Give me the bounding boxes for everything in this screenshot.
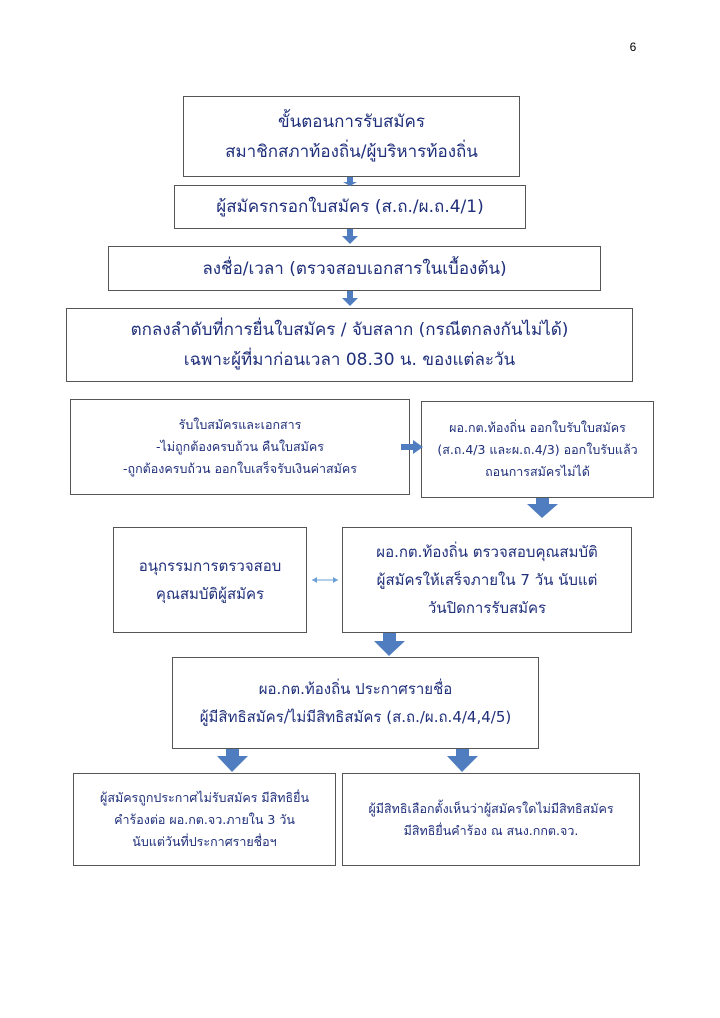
page-number: 6 [629, 40, 637, 54]
receive-line1: รับใบสมัครและเอกสาร [178, 417, 302, 432]
receive-line3: -ถูกต้องครบถ้วน ออกใบเสร็จรับเงินค่าสมัคร [123, 461, 357, 476]
issue-receipt-line2: (ส.ถ.4/3 และผ.ถ.4/3) ออกใบรับแล้ว [437, 441, 638, 457]
issue-receipt-line1: ผอ.กต.ท้องถิ่น ออกใบรับใบสมัคร [449, 419, 626, 435]
header-line1: ขั้นตอนการรับสมัคร [277, 111, 426, 132]
arrow-announce-to-applicant [217, 749, 248, 772]
verify-line1: ผอ.กต.ท้องถิ่น ตรวจสอบคุณสมบัติ [376, 543, 598, 561]
appeal-applicant-line2: คำร้องต่อ ผอ.กต.จว.ภายใน 3 วัน [114, 811, 295, 827]
arrow-form-to-sign [342, 229, 358, 244]
arrow-committee-verify [312, 577, 338, 583]
arrow-verify-to-announce [374, 633, 405, 656]
verify-line2: ผู้สมัครให้เสร็จภายใน 7 วัน นับแต่ [376, 571, 598, 589]
header-line2: สมาชิกสภาท้องถิ่น/ผู้บริหารท้องถิ่น [225, 141, 478, 162]
committee-line1: อนุกรรมการตรวจสอบ [138, 557, 282, 575]
announce-line1: ผอ.กต.ท้องถิ่น ประกาศรายชื่อ [258, 680, 453, 698]
sign-time-text: ลงชื่อ/เวลา (ตรวจสอบเอกสารในเบื้องต้น) [202, 258, 507, 279]
verify-line3: วันปิดการรับสมัคร [427, 599, 547, 617]
arrow-announce-to-voter [447, 749, 478, 772]
order-line2: เฉพาะผู้ที่มาก่อนเวลา 08.30 น. ของแต่ละวัน [183, 350, 516, 370]
arrow-sign-to-order [342, 291, 358, 306]
receive-line2: -ไม่ถูกต้องครบถ้วน คืนใบสมัคร [156, 439, 324, 454]
arrow-header-to-form [343, 177, 357, 186]
arrow-receive-to-issue [401, 440, 423, 454]
appeal-applicant-line1: ผู้สมัครถูกประกาศไม่รับสมัคร มีสิทธิยื่น [100, 789, 309, 805]
committee-line2: คุณสมบัติผู้สมัคร [155, 585, 265, 603]
announce-line2: ผู้มีสิทธิสมัคร/ไม่มีสิทธิสมัคร (ส.ถ./ผ.ถ.4/4,4/5) [199, 708, 512, 726]
appeal-voter-line2: มีสิทธิยื่นคำร้อง ณ สนง.กกต.จว. [403, 822, 579, 838]
fill-form-text: ผู้สมัครกรอกใบสมัคร (ส.ถ./ผ.ถ.4/1) [216, 197, 484, 217]
appeal-applicant-line3: นับแต่วันที่ประกาศรายชื่อฯ [132, 833, 277, 849]
appeal-voter-line1: ผู้มีสิทธิเลือกตั้งเห็นว่าผู้สมัครใดไม่มีสิทธิสมัคร [368, 800, 614, 816]
order-line1: ตกลงลำดับที่การยื่นใบสมัคร / จับสลาก (กรณีตกลงกันไม่ได้) [130, 320, 569, 340]
issue-receipt-line3: ถอนการสมัครไม่ได้ [485, 463, 590, 479]
arrow-issue-to-verify [527, 498, 558, 518]
